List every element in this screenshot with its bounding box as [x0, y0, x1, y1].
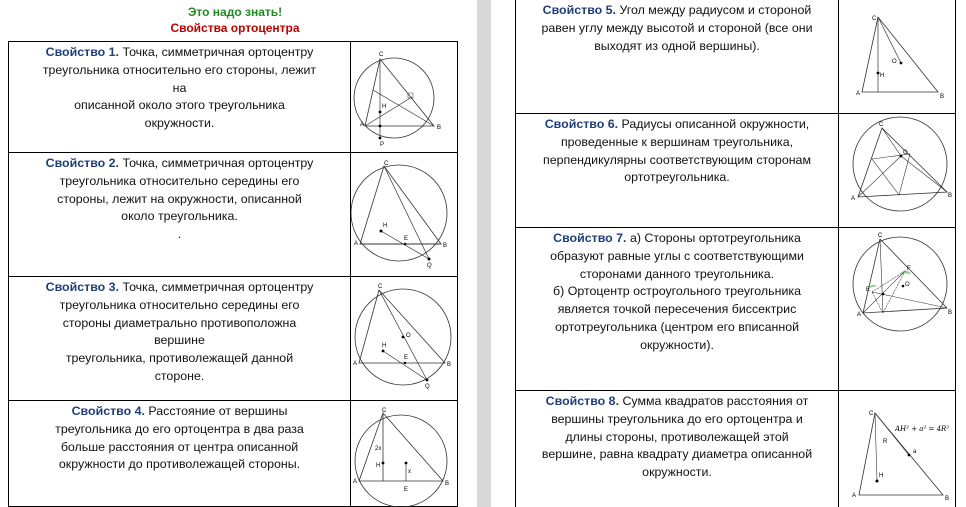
- fig3-label-q: Q: [425, 384, 430, 390]
- fig8-label-r: R: [883, 439, 888, 445]
- property-7-line-5: является точкой пересечения биссектрис: [557, 302, 797, 317]
- property-5-line-1: Угол между радиусом и стороной: [619, 3, 812, 17]
- property-8-line-1: Сумма квадратов расстояния от: [622, 394, 809, 408]
- fig8-label-a: A: [852, 493, 857, 499]
- property-7-line-3: сторонами данного треугольника.: [579, 266, 775, 281]
- fig5-label-o: O: [892, 59, 897, 65]
- fig5-label-h: H: [880, 73, 885, 79]
- fig4-label-a: A: [353, 479, 358, 485]
- fig6-label-b: B: [948, 193, 953, 199]
- property-2-text: [8, 153, 351, 277]
- fig4-label-c: C: [382, 408, 387, 414]
- fig2-label-b: B: [443, 243, 448, 249]
- property-1-diagram: [351, 42, 458, 154]
- property-6-diagram: [839, 114, 956, 228]
- fig8-formula: AH² + a² = 4R²: [895, 425, 950, 433]
- property-6-label: Свойство 6.: [544, 117, 619, 131]
- property-7-label: Свойство 7.: [553, 231, 627, 245]
- fig8-label-a-side: a: [913, 449, 917, 455]
- property-1-label: Свойство 1.: [45, 45, 120, 59]
- property-5-line-3: выходят из одной вершины).: [594, 38, 760, 53]
- fig1-label-b: B: [437, 125, 442, 131]
- fig4-label-2x: 2x: [375, 446, 382, 452]
- property-1-figure: [351, 41, 458, 153]
- property-2-label: Свойство 2.: [45, 156, 120, 170]
- fig7-label-e: E: [866, 287, 871, 293]
- property-3-line-4: вершине: [154, 333, 205, 348]
- property-3-line-1: Точка, симметричная ортоцентру: [122, 280, 314, 294]
- fig3-label-o: O: [406, 333, 411, 339]
- property-6-figure: [839, 114, 956, 228]
- property-6-line-1: Радиусы описанной окружности,: [621, 117, 810, 131]
- property-8-label: Свойство 8.: [545, 394, 620, 408]
- fig7-label-o: O: [905, 282, 910, 288]
- property-4-label: Свойство 4.: [71, 404, 145, 418]
- property-2-line-4: около треугольника.: [121, 209, 238, 224]
- property-2-line-5: .: [177, 227, 182, 242]
- property-7-figure: [839, 228, 956, 391]
- property-4-line-2: треугольника до его ортоцентра в два раза: [55, 421, 304, 436]
- fig1-label-a: A: [360, 122, 365, 128]
- property-3-line-5: треугольника, противолежащей данной: [65, 351, 294, 366]
- property-3-label: Свойство 3.: [45, 280, 120, 294]
- property-5-label: Свойство 5.: [542, 3, 616, 17]
- property-2-line-2: треугольника относительно середины его: [59, 173, 300, 188]
- fig7-label-a: A: [857, 312, 862, 318]
- fig1-label-c: C: [379, 52, 384, 58]
- fig3-label-c: C: [378, 284, 383, 290]
- header-subtitle: Свойства ортоцентра: [170, 21, 300, 35]
- fig2-label-q: Q: [427, 263, 432, 269]
- property-8-line-5: окружности.: [642, 465, 712, 480]
- property-2-line-3: стороны, лежит на окружности, описанной: [57, 191, 302, 206]
- fig7-label-c: C: [878, 233, 883, 239]
- property-3-text: [8, 277, 351, 401]
- fig7-label-b: B: [948, 310, 953, 316]
- property-4-diagram: [351, 401, 458, 507]
- property-2-line-1: Точка, симметричная ортоцентру: [122, 156, 314, 170]
- property-5-line-2: равен углу между высотой и стороной (все они: [541, 20, 813, 35]
- property-5-diagram: [839, 0, 956, 114]
- property-8-line-4: вершине, равна квадрату диаметра описанной: [541, 447, 813, 462]
- fig5-label-c: C: [872, 16, 877, 22]
- property-1-line-4: описанной около этого треугольника: [74, 98, 285, 113]
- property-7-diagram: [839, 228, 956, 391]
- property-1-text: [8, 41, 351, 153]
- property-6-line-2: проведенные к вершинам треугольника,: [560, 134, 794, 149]
- property-4-line-4: окружности до противолежащей стороны.: [58, 457, 301, 472]
- fig3-label-e: E: [404, 355, 409, 361]
- property-5-figure: [839, 0, 956, 114]
- property-1-line-3: на: [172, 80, 187, 95]
- property-8-line-2: вершины треугольника до его ортоцентра и: [551, 411, 803, 426]
- property-1-line-1: Точка, симметричная ортоцентру: [122, 45, 314, 59]
- page-gutter: [477, 0, 491, 507]
- property-4-line-1: Расстояние от вершины: [148, 404, 288, 418]
- fig6-label-a: A: [851, 196, 856, 202]
- fig8-label-b: B: [945, 496, 950, 502]
- property-4-figure: [351, 401, 458, 507]
- property-2-figure: [351, 153, 458, 277]
- header-title: Это надо знать!: [187, 5, 283, 19]
- property-3-figure: [351, 277, 458, 401]
- fig2-label-a: A: [354, 241, 359, 247]
- fig3-label-b: B: [447, 362, 452, 368]
- fig3-label-h: H: [382, 343, 387, 349]
- fig4-label-x: x: [408, 469, 411, 475]
- fig2-label-h: H: [383, 223, 388, 229]
- property-7-text: [515, 228, 839, 391]
- fig2-label-c: C: [384, 161, 389, 167]
- property-3-line-6: стороне.: [154, 368, 205, 383]
- property-7-line-2: образуют равные углы с соответствующими: [550, 248, 804, 263]
- fig6-label-c: C: [879, 122, 884, 128]
- property-4-line-3: больше расстояния от центра описанной: [60, 439, 299, 454]
- fig8-label-c: C: [869, 411, 874, 417]
- fig4-label-h: H: [376, 463, 381, 469]
- property-3-line-3: стороны диаметрально противоположна: [62, 315, 297, 330]
- fig4-label-b: B: [445, 481, 450, 487]
- property-7-line-1: а) Стороны ортотреугольника: [629, 231, 801, 245]
- property-7-line-7: окружности).: [640, 337, 714, 352]
- property-2-diagram: [351, 153, 458, 277]
- fig5-label-a: A: [856, 91, 861, 97]
- fig2-label-e: E: [404, 236, 409, 242]
- property-6-line-4: ортотреугольника.: [624, 170, 730, 185]
- property-6-text: [515, 114, 839, 228]
- property-4-text: [8, 401, 351, 507]
- fig8-label-h: H: [879, 473, 884, 479]
- property-8-text: [515, 391, 839, 507]
- fig3-label-a: A: [353, 361, 358, 367]
- property-7-line-6: ортотреугольника (центром его вписанной: [554, 319, 800, 334]
- property-1-line-5: окружности.: [144, 116, 215, 131]
- fig4-label-e: E: [404, 487, 409, 493]
- property-8-diagram: [839, 391, 956, 507]
- property-8-line-3: длины стороны, противолежащей этой: [565, 429, 789, 444]
- fig7-label-f: F: [907, 266, 911, 272]
- fig5-label-b: B: [940, 94, 945, 100]
- property-6-line-3: перпендикулярны соответствующим сторонам: [543, 152, 811, 167]
- property-5-text: [515, 0, 839, 114]
- property-7-line-4: б) Ортоцентр остроугольного треугольника: [553, 284, 801, 299]
- fig1-label-h: H: [382, 104, 387, 110]
- property-1-line-2: треугольника относительно его стороны, лежит: [42, 62, 317, 77]
- property-8-figure: [839, 391, 956, 507]
- fig1-label-p: P: [380, 142, 385, 148]
- property-3-diagram: [351, 277, 458, 401]
- property-3-line-2: треугольника относительно середины его: [59, 297, 300, 312]
- fig6-label-o: O: [903, 150, 908, 156]
